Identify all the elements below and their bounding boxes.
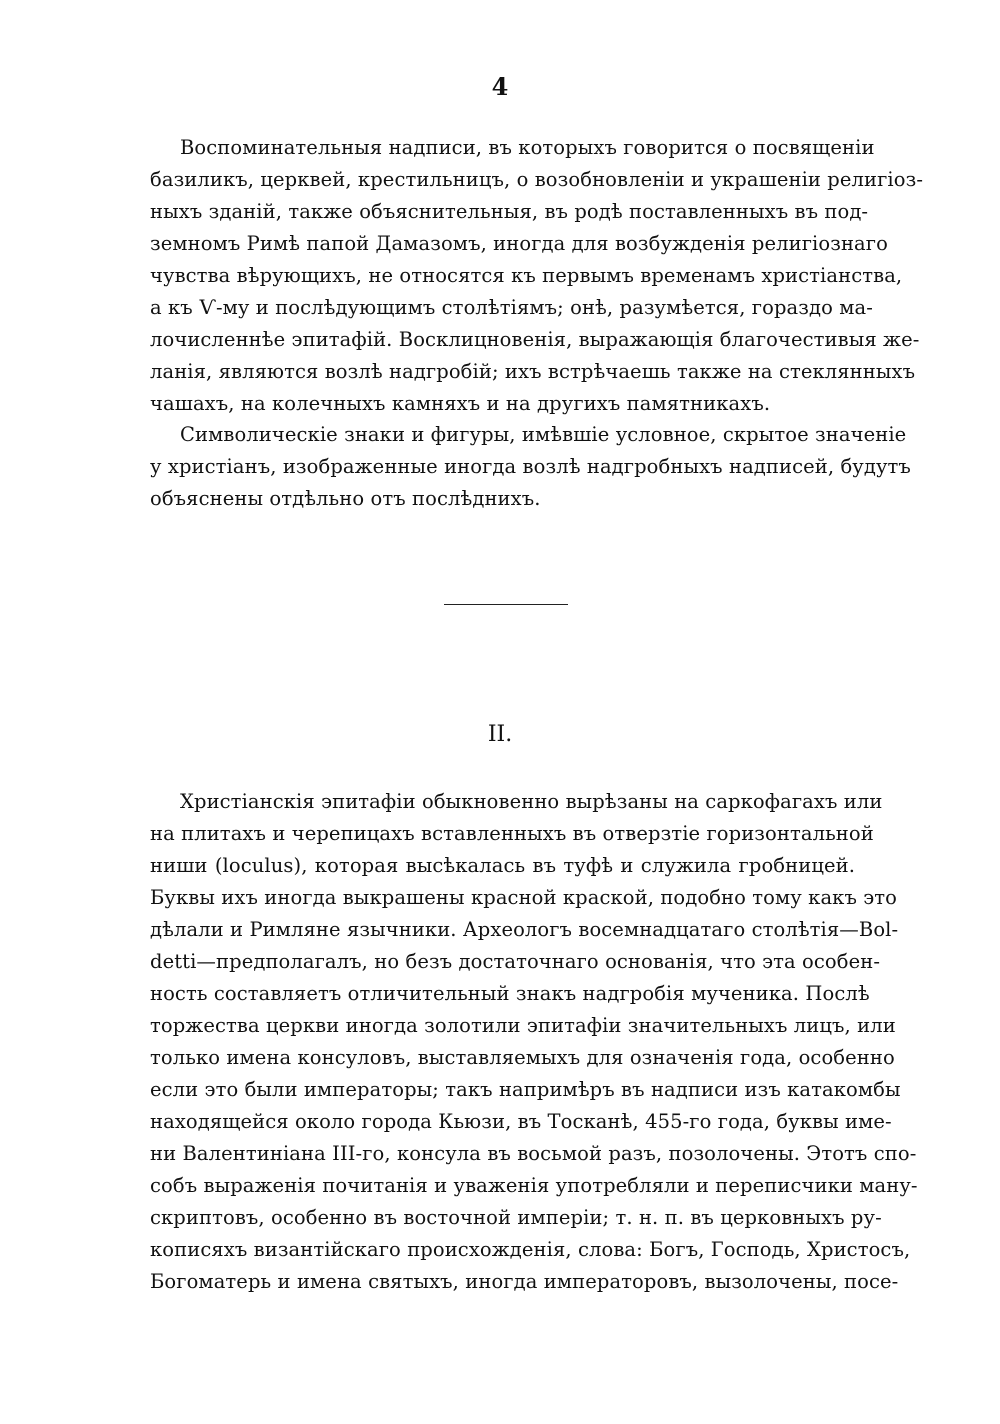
text-line: чувства вѣрующихъ, не относятся къ первымъ временамъ христіанства, — [150, 264, 903, 287]
paragraph-commemorative-inscriptions — [150, 132, 924, 420]
section-divider — [444, 604, 568, 605]
text-line: кописяхъ византійскаго происхожденія, слова: Богъ, Господь, Христосъ, — [150, 1238, 911, 1261]
section-heading: II. — [487, 722, 513, 747]
text-line: на плитахъ и черепицахъ вставленныхъ въ отверзтіе горизонтальной — [150, 822, 874, 845]
text-line: собъ выраженія почитанія и уваженія употребляли и переписчики ману- — [150, 1174, 918, 1197]
text-line: у христіанъ, изображенные иногда возлѣ надгробныхъ надписей, будутъ — [150, 455, 911, 478]
text-line: объяснены отдѣльно отъ послѣднихъ. — [150, 487, 541, 510]
text-line: Воспоминательныя надписи, въ которыхъ говорится о посвященіи — [180, 136, 875, 159]
text-line: ность составляетъ отличительный знакъ надгробія мученика. Послѣ — [150, 982, 870, 1005]
text-line: дѣлали и Римляне язычники. Археологъ восемнадцатаго столѣтія—Bol- — [150, 918, 899, 941]
text-line: скриптовъ, особенно въ восточной имперіи; т. н. п. въ церковныхъ ру- — [150, 1206, 882, 1229]
text-line: а къ Ѵ-му и послѣдующимъ столѣтіямъ; онѣ, разумѣется, гораздо ма- — [150, 296, 873, 319]
text-line: ниши (loculus), которая высѣкалась въ туфѣ и служила гробницей. — [150, 854, 855, 877]
text-line: Христіанскія эпитафіи обыкновенно вырѣзаны на саркофагахъ или — [180, 790, 883, 813]
text-line: лочисленнѣе эпитафій. Восклицновенія, выражающія благочестивыя же- — [150, 328, 920, 351]
text-line: если это были императоры; такъ напримѣръ въ надписи изъ катакомбы — [150, 1078, 901, 1101]
text-line: Символическіе знаки и фигуры, имѣвшіе условное, скрытое значеніе — [180, 423, 907, 446]
text-line: базиликъ, церквей, крестильницъ, о возобновленіи и украшеніи религіоз- — [150, 168, 924, 191]
text-line: detti—предполагалъ, но безъ достаточнаго основанія, что эта особен- — [150, 950, 881, 973]
paragraph-christian-epitaphs — [150, 786, 918, 1298]
text-line: Буквы ихъ иногда выкрашены красной краской, подобно тому какъ это — [150, 886, 898, 909]
text-line: земномъ Римѣ папой Дамазомъ, иногда для возбужденія религіознаго — [150, 232, 888, 255]
paragraph-symbolic-signs — [150, 419, 911, 515]
text-line: Богоматерь и имена святыхъ, иногда императоровъ, вызолочены, посе- — [150, 1270, 899, 1293]
text-line: ланія, являются возлѣ надгробій; ихъ встрѣчаешь также на стеклянныхъ — [150, 360, 916, 383]
text-line: чашахъ, на колечныхъ камняхъ и на другихъ памятникахъ. — [150, 392, 771, 415]
text-line: только имена консуловъ, выставляемыхъ для означенія года, особенно — [150, 1046, 895, 1069]
text-line: ныхъ зданій, также объяснительныя, въ родѣ поставленныхъ въ под- — [150, 200, 869, 223]
text-line: торжества церкви иногда золотили эпитафіи значительныхъ лицъ, или — [150, 1014, 896, 1037]
text-line: находящейся около города Кьюзи, въ Тосканѣ, 455-го года, буквы име- — [150, 1110, 892, 1133]
page-number: 4 — [491, 72, 509, 101]
text-line: ни Валентиніана III-го, консула въ восьмой разъ, позолочены. Этотъ спо- — [150, 1142, 917, 1165]
